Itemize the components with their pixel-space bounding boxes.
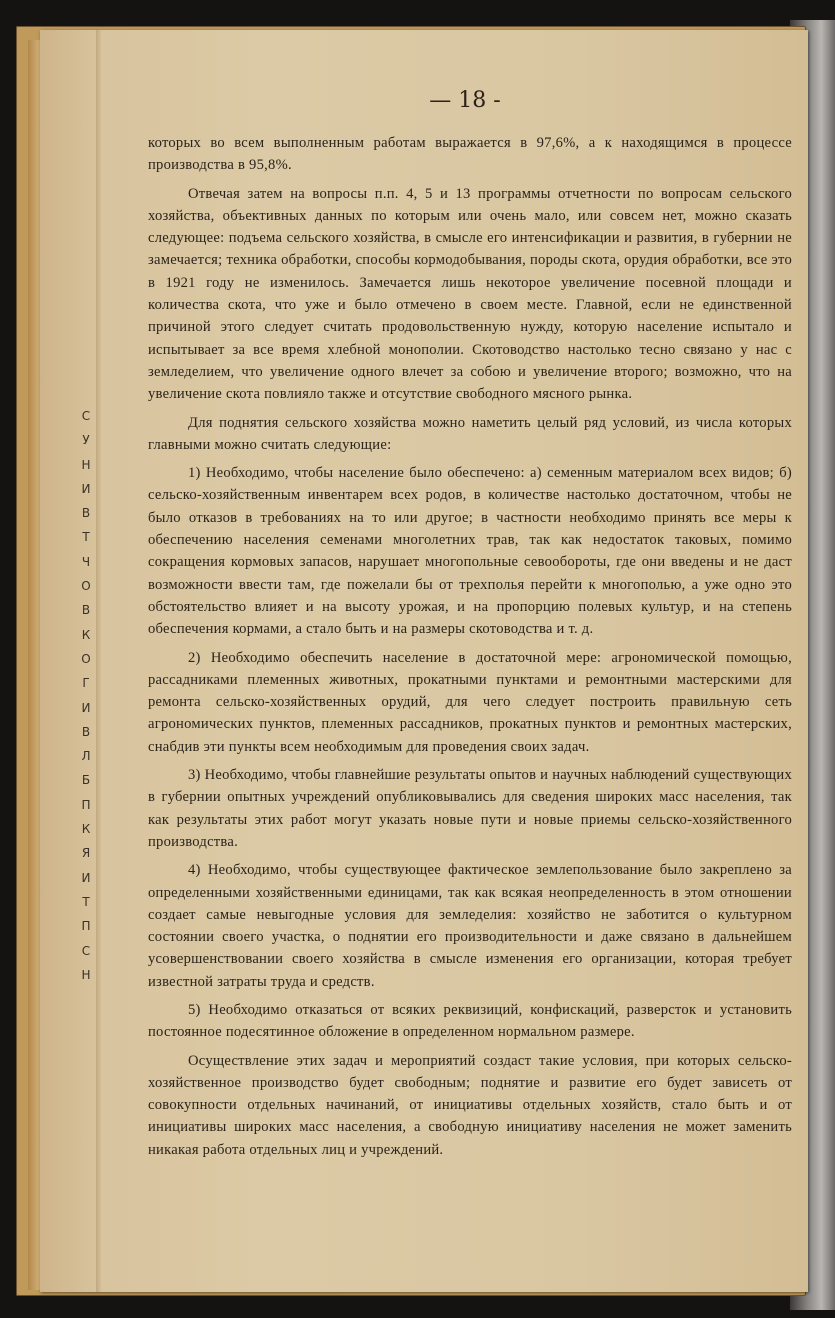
margin-letter: Б xyxy=(81,773,91,788)
margin-letter: В xyxy=(81,506,91,521)
margin-letter: К xyxy=(81,627,91,642)
margin-letter: В xyxy=(81,724,91,739)
margin-letter: О xyxy=(81,579,91,594)
margin-letter: С xyxy=(81,943,91,958)
page-fold-shadow xyxy=(96,30,102,1292)
list-item-4: 4) Необходимо, чтобы существующее фактическое землепользование было закреплено за определенными хозяйственными единицами, так как всякая неопределенность в этом отношении создает самые невыгодные условия для земледелия: хозяйство не заботится о культурном состоянии своего участка, о поднятии его производительности и даже связано в дальнейшем усовершенствовании своего хозяйства в смысле изменения его организации, которая требует известной затраты труда и средств. xyxy=(148,862,792,990)
paragraph-conditions-intro: Для поднятия сельского хозяйства можно наметить целый ряд условий, из числа которых главными можно считать следующие: xyxy=(148,414,792,453)
body-text xyxy=(148,132,792,1167)
list-item-1: 1) Необходимо, чтобы население было обеспечено: а) семенным материалом всех видов; б) сельско-хозяйственным инвентарем всех родов, в количестве настолько достаточном, чтобы не было отказов в требованиях на то или другое; в частности необходимо принять все меры к обеспечению населения семенами многолетних трав, так как недостаток таковых, помимо сокращения кормовых запасов, нарушает многопольные севообороты, где они введены и не даст возможности ввести там, где пожелали бы от трехполья перейти к многополью, а уже одно это обстоятельство влияет и на высоту урожая, и на пропорцию полевых культур, и на степень обеспечения кормами, а стало быть и на размеры скотоводства и т. д. xyxy=(148,465,792,638)
margin-letter: Л xyxy=(81,749,91,764)
margin-letter: С xyxy=(81,409,91,423)
margin-letters xyxy=(78,404,94,987)
margin-letter: Я xyxy=(81,846,91,861)
margin-letter: В xyxy=(81,603,91,618)
margin-letter: О xyxy=(81,651,91,666)
margin-letter: Н xyxy=(81,457,91,472)
list-item-5: 5) Необходимо отказаться от всяких реквизиций, конфискаций, разверсток и установить постоянное подесятинное обложение в определенном нормальном размере. xyxy=(148,1001,792,1041)
margin-letter: Г xyxy=(82,676,90,691)
margin-letter: Н xyxy=(81,967,91,982)
margin-letter: И xyxy=(81,481,91,496)
margin-letter: Т xyxy=(82,894,90,909)
margin-letter: У xyxy=(82,433,90,448)
paragraph-conclusion: Осуществление этих задач и мероприятий создаст такие условия, при которых сельско-хозяйственное производство будет свободным; поднятие и развитие его будет зависеть от совокупности отдельных начинаний, от инициативы отдельных хозяйств, стало быть и от инициативы широких масс населения, а свободную инициативу населения не может заменить никакая работа отдельных лиц и учреждений. xyxy=(148,1052,792,1158)
paragraph-agriculture-state: Отвечая затем на вопросы п.п. 4, 5 и 13 программы отчетности по вопросам сельского хозяйства, объективных данных по которым или очень мало, или совсем нет, можно сказать следующее: подъема сельского хозяйства, в смысле его интенсификации и развития, в губернии не замечается; техника обработки, способы кормодобывания, породы скота, орудия обработки, все это в 1921 году не изменилось. Замечается лишь некоторое увеличение посевной площади и количества скота, что уже и было отмечено в своем месте. Главной, если не единственной причиной этого следует считать продовольственную нужду, которую население испытало и испытывает за все время хлебной монополии. Скотоводство настолько тесно связано у нас с земледелием, что увеличение одного влечет за собою и увеличение второго; возможно, что на увеличение скота повлияло также и отсутствие свободного мясного рынка. xyxy=(148,185,792,403)
margin-letter: П xyxy=(81,919,91,934)
list-item-3: 3) Необходимо, чтобы главнейшие результаты опытов и научных наблюдений существующих в губернии опытных учреждений опубликовывались для сведения широких масс населения, так как результаты этих работ могут указать новые пути и новые приемы сельско-хозяйственного производства. xyxy=(148,767,792,850)
margin-letter: Т xyxy=(82,530,90,545)
margin-letter: И xyxy=(81,870,91,885)
margin-letter: К xyxy=(81,822,91,837)
page-number: — 18 - xyxy=(429,88,501,113)
margin-letter: П xyxy=(81,797,91,812)
list-item-2: 2) Необходимо обеспечить население в достаточной мере: агрономической помощью, рассадниками племенных животных, прокатными пунктами и ремонтными мастерскими для ремонта сельско-хозяйственных орудий, для чего следует построить правильную сеть агрономических пунктов, племенных рассадников, прокатных пунктов и ремонтных мастерских, снабдив эти пункты всем необходимым для проведения своих задач. xyxy=(148,649,792,755)
margin-letter: Ч xyxy=(81,554,91,569)
paragraph-continuation: которых во всем выполненным работам выражается в 97,6%, а к находящимся в процессе производства в 95,8%. xyxy=(148,135,792,174)
margin-letter: И xyxy=(81,700,91,715)
